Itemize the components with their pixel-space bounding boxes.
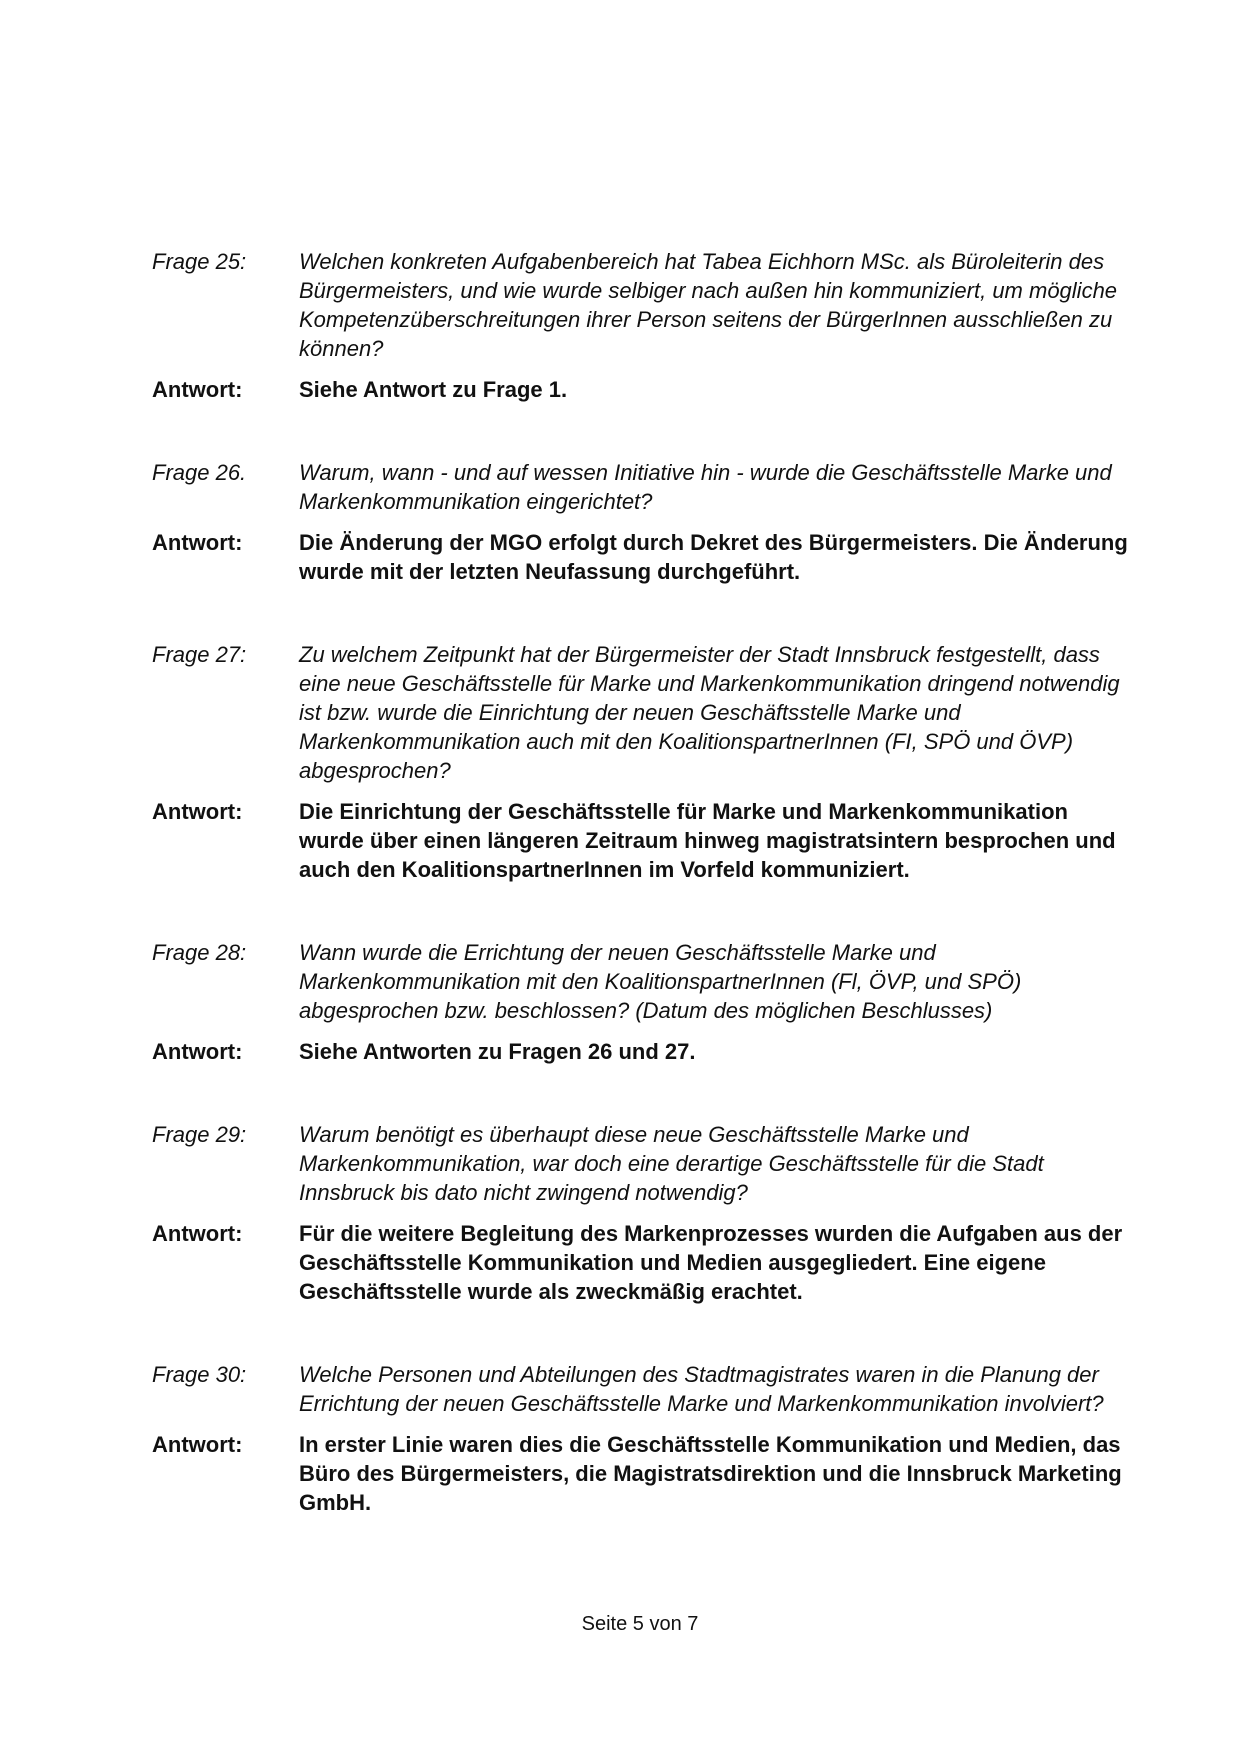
- answer-label: Antwort:: [152, 377, 243, 402]
- question-label: Frage 26.: [152, 460, 247, 485]
- page-number: Seite 5 von 7: [581, 1613, 699, 1635]
- question-text: Warum, wann - und auf wessen Initiative hin - wurde die Geschäftsstelle Marke und Markenkommunikation eingerichtet?: [299, 460, 1112, 514]
- answer-row: [152, 797, 1132, 884]
- answer-text: In erster Linie waren dies die Geschäftsstelle Kommunikation und Medien, das Büro des Bürgermeisters, die Magistratsdirektion und die Innsbruck Marketing GmbH.: [299, 1432, 1122, 1515]
- answer-row: [152, 375, 1132, 404]
- qa-block-26: [152, 458, 1132, 586]
- question-row: [152, 458, 1132, 516]
- answer-label: Antwort:: [152, 530, 243, 555]
- question-label: Frage 28:: [152, 940, 247, 965]
- answer-text: Siehe Antworten zu Fragen 26 und 27.: [299, 1039, 696, 1064]
- question-row: [152, 247, 1132, 363]
- answer-text: Die Einrichtung der Geschäftsstelle für Marke und Markenkommunikation wurde über einen längeren Zeitraum hinweg magistratsintern besprochen und auch den KoalitionspartnerInnen im Vorfeld kommuniziert.: [299, 799, 1116, 882]
- answer-row: [152, 1430, 1132, 1517]
- qa-block-29: [152, 1120, 1132, 1306]
- answer-row: [152, 1037, 1132, 1066]
- answer-label: Antwort:: [152, 1221, 243, 1246]
- qa-block-25: [152, 247, 1132, 404]
- document-body: [152, 247, 1132, 1571]
- question-text: Zu welchem Zeitpunkt hat der Bürgermeister der Stadt Innsbruck festgestellt, dass eine neue Geschäftsstelle für Marke und Markenkommunikation dringend notwendig ist bzw. wurde die Einrichtung der neuen Geschäftsstelle Marke und Markenkommunikation auch mit den KoalitionspartnerInnen (FI, SPÖ und ÖVP) abgesprochen?: [299, 642, 1120, 783]
- question-row: [152, 1120, 1132, 1207]
- question-label: Frage 29:: [152, 1122, 247, 1147]
- question-text: Warum benötigt es überhaupt diese neue Geschäftsstelle Marke und Markenkommunikation, war doch eine derartige Geschäftsstelle für die Stadt Innsbruck bis dato nicht zwingend notwendig?: [299, 1122, 1044, 1205]
- question-label: Frage 27:: [152, 642, 247, 667]
- question-text: Welche Personen und Abteilungen des Stadtmagistrates waren in die Planung der Errichtung der neuen Geschäftsstelle Marke und Markenkommunikation involviert?: [299, 1362, 1104, 1416]
- question-label: Frage 25:: [152, 249, 247, 274]
- answer-label: Antwort:: [152, 1039, 243, 1064]
- answer-label: Antwort:: [152, 799, 243, 824]
- answer-text: Siehe Antwort zu Frage 1.: [299, 377, 568, 402]
- answer-row: [152, 528, 1132, 586]
- qa-block-28: [152, 938, 1132, 1066]
- answer-label: Antwort:: [152, 1432, 243, 1457]
- question-text: Wann wurde die Errichtung der neuen Geschäftsstelle Marke und Markenkommunikation mit den KoalitionspartnerInnen (Fl, ÖVP, und SPÖ) abgesprochen bzw. beschlossen? (Datum des möglichen Beschlusses): [299, 940, 1022, 1023]
- answer-text: Für die weitere Begleitung des Markenprozesses wurden die Aufgaben aus der Geschäftsstelle Kommunikation und Medien ausgegliedert. Eine eigene Geschäftsstelle wurde als zweckmäßig erachtet.: [299, 1221, 1123, 1304]
- question-row: [152, 640, 1132, 785]
- question-row: [152, 938, 1132, 1025]
- question-label: Frage 30:: [152, 1362, 247, 1387]
- qa-block-27: [152, 640, 1132, 884]
- answer-row: [152, 1219, 1132, 1306]
- qa-block-30: [152, 1360, 1132, 1517]
- question-row: [152, 1360, 1132, 1418]
- question-text: Welchen konkreten Aufgabenbereich hat Tabea Eichhorn MSc. als Büroleiterin des Bürgermeisters, und wie wurde selbiger nach außen hin kommuniziert, um mögliche Kompetenzüberschreitungen ihrer Person seitens der BürgerInnen ausschließen zu können?: [299, 249, 1118, 361]
- answer-text: Die Änderung der MGO erfolgt durch Dekret des Bürgermeisters. Die Änderung wurde mit der letzten Neufassung durchgeführt.: [299, 530, 1128, 584]
